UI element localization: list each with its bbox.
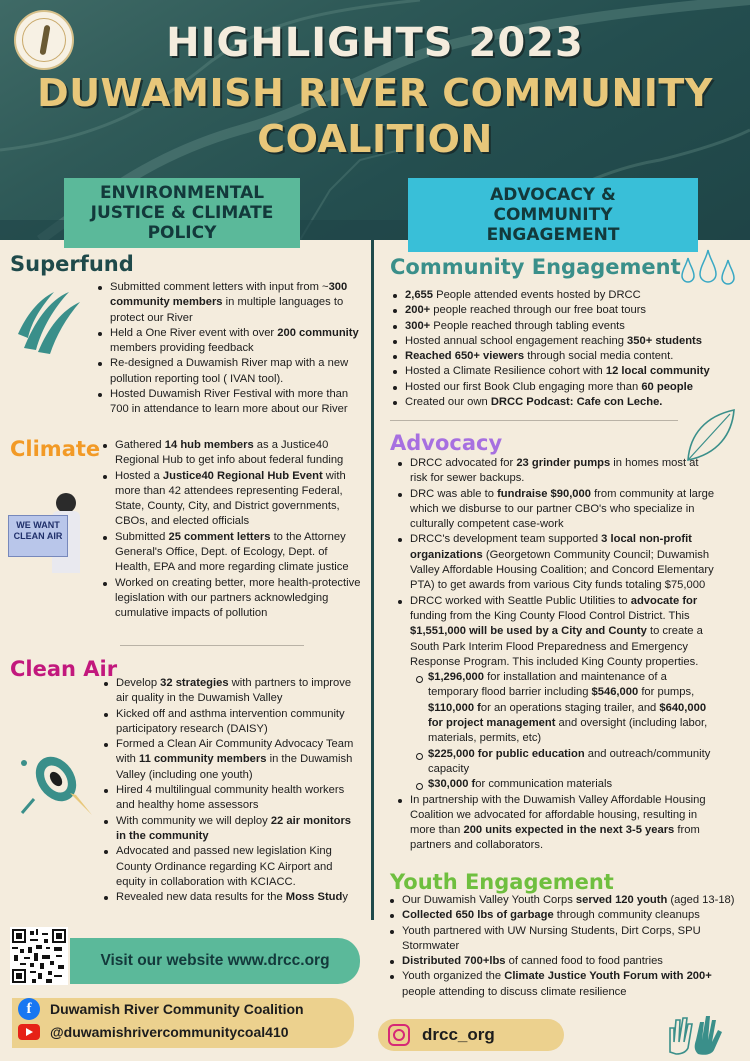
highlight-text: 2,655	[405, 289, 433, 301]
clean-air-list	[104, 676, 361, 905]
sub-list-item	[416, 670, 718, 746]
list-item	[104, 737, 361, 783]
highlight-text: $110,000 f	[428, 701, 481, 714]
highlight-text: 300 community members	[110, 281, 348, 309]
list-item	[104, 890, 361, 905]
list-item	[98, 326, 362, 357]
list-item	[103, 576, 361, 622]
list-item	[390, 924, 746, 955]
list-item	[104, 707, 361, 738]
bullet-text: Created our own	[405, 396, 491, 409]
bullet-text: in homes most at risk for sewer backups.	[410, 457, 699, 485]
instagram-link[interactable]	[378, 1019, 564, 1051]
bullet-text: funding from the King County Flood Control District. This	[410, 609, 690, 622]
bullet-text: or an operations staging trailer, and	[480, 701, 660, 714]
youth-engagement-list	[390, 893, 746, 1000]
bullet-text: Submitted	[115, 530, 169, 543]
bullet-text: to create a South Park Interim Flood Preparedness and Emergency Response Program. This included King County properties.	[410, 625, 703, 668]
bullet-text: as a Justice40 Regional Hub to get info about federal funding	[115, 439, 344, 467]
bullet-text: Advocated and passed new legislation King County Ordinance regarding KC Airport and equity in collaboration with KCIACC.	[116, 845, 333, 888]
bullet-text: Youth organized the	[402, 970, 505, 983]
bullet-text: Formed a Clean Air Community Advocacy Team with	[116, 738, 354, 766]
bullet-text: of canned food to food pantries	[505, 955, 663, 968]
climate-list	[103, 438, 361, 622]
highlight-text: $225,000 for public education	[428, 747, 585, 760]
highlight-text: 3 local non-profit organizations	[410, 533, 692, 561]
bullet-text: With community we will deploy	[116, 814, 271, 827]
highlight-text: 350+ students	[627, 334, 702, 347]
bullet-text: people reached through our free boat tours	[430, 304, 647, 317]
bullet-text: Hosted a Climate Resilience cohort with	[405, 365, 606, 378]
superfund-list	[98, 280, 362, 418]
highlight-text: 60 people	[641, 380, 693, 393]
column-heading-advocacy	[408, 178, 698, 252]
highlight-text: advocate for	[630, 594, 698, 607]
bullet-text: or communication materials	[475, 778, 613, 791]
bullet-text: Hosted Duwamish River Festival with more than 700 in attendance to learn more about our River	[110, 388, 349, 416]
list-item	[393, 380, 733, 395]
divider	[390, 420, 678, 421]
section-title-community-engagement: Community Engagement	[390, 255, 681, 279]
facebook-label: Duwamish River Community Coalition	[50, 1001, 304, 1017]
column-divider	[371, 240, 374, 920]
heading-line: ADVOCACY &	[490, 185, 616, 205]
highlight-text: 11 community members	[139, 753, 267, 766]
bullet-text: (Georgetown Community Council; Duwamish Valley Affordable Housing Coalition; and Concord Elementary PTA) to get awards from various City funds totaling $75,000	[410, 548, 714, 592]
list-item	[398, 594, 718, 793]
heading-line: COMMUNITY	[493, 205, 613, 225]
youtube-icon	[18, 1024, 40, 1040]
bullet-text: with more than 42 attendees representing Federal, State, County, City, and District governments, CBOs, and elected officials	[115, 469, 346, 528]
facebook-link[interactable]	[18, 998, 304, 1020]
list-item	[103, 469, 361, 530]
bullet-text: Worked on creating better, more health-protective legislation with our partners acknowledging cumulative impacts of pollution	[115, 576, 361, 620]
bullet-text: DRC was able to	[410, 487, 498, 500]
title-org-line1: DUWAMISH RIVER COMMUNITY	[37, 71, 713, 115]
heading-line: ENGAGEMENT	[486, 225, 620, 245]
highlight-text: 22 air monitors in the community	[116, 814, 352, 842]
bullet-text: Youth partnered with UW Nursing Students, Dirt Corps, SPU Stormwater	[402, 924, 701, 952]
highlight-text: 14 hub members	[164, 439, 254, 451]
heading-line: ENVIRONMENTAL	[99, 183, 265, 203]
highlight-text: $546,000	[591, 686, 639, 699]
highlight-text: Distributed 700+lbs	[402, 955, 506, 968]
list-item	[393, 303, 733, 318]
website-link-button[interactable]: Visit our website www.drcc.org	[70, 938, 360, 984]
highlight-text: $1,296,000	[428, 671, 484, 684]
highlight-text: Justice40 Regional Hub Event	[162, 469, 323, 482]
list-item	[398, 532, 718, 593]
bullet-text: in multiple languages to protect our River	[110, 296, 344, 324]
list-item	[98, 387, 362, 418]
heading-line: JUSTICE & CLIMATE	[90, 203, 274, 223]
column-heading-environmental	[64, 178, 300, 248]
title-year: HIGHLIGHTS 2023	[166, 20, 584, 66]
list-item	[104, 783, 361, 814]
highlight-text: 300+	[405, 319, 431, 332]
facebook-icon: f	[18, 998, 40, 1020]
bullet-text: for pumps,	[638, 686, 695, 699]
highlight-text: Reached 650+ viewers	[405, 350, 525, 363]
bullet-text: and oversight (including labor, materials, permits, etc)	[428, 717, 708, 745]
list-item	[98, 280, 362, 326]
bullet-text: members providing feedback	[110, 342, 254, 355]
bullet-text: Re-designed a Duwamish River map with a new pollution reporting tool ( IVAN tool).	[110, 357, 349, 385]
highlight-text: Moss Stud	[285, 891, 343, 904]
list-item	[393, 288, 733, 303]
highlight-text: Climate Justice Youth Forum with 200+	[504, 970, 712, 983]
water-drops-icon	[676, 248, 740, 288]
bullet-text: People reached through tabling events	[430, 319, 625, 332]
highlight-text: 23 grinder pumps	[516, 457, 611, 469]
bullet-text: Held a One River event with over	[110, 326, 278, 339]
section-title-climate: Climate	[10, 437, 101, 461]
highlight-text: Collected 650 lbs of garbage	[402, 909, 554, 922]
section-title-advocacy: Advocacy	[390, 431, 503, 455]
bullet-text: Hired 4 multilingual community health workers and healthy home assessors	[116, 784, 345, 812]
bullet-text: people attending to discuss climate resilience	[402, 985, 627, 998]
list-item	[398, 487, 718, 533]
list-item	[103, 530, 361, 576]
list-item	[390, 969, 746, 1000]
heading-line: POLICY	[147, 223, 217, 243]
bullet-text: from community at large which we disburse to our partner CBO's who specialize in culturally competent case-work	[410, 487, 715, 531]
list-item	[390, 954, 746, 969]
section-title-superfund: Superfund	[10, 252, 134, 276]
list-item	[393, 349, 733, 364]
section-title-clean-air: Clean Air	[10, 657, 118, 681]
bullet-text: and outreach/community capacity	[428, 747, 711, 775]
community-engagement-list	[393, 288, 733, 410]
list-item	[98, 356, 362, 387]
bullet-text: People attended events hosted by DRCC	[433, 289, 641, 301]
highlight-text: 12 local community	[605, 365, 710, 378]
highlight-text: served 120 youth	[575, 894, 668, 906]
list-item	[393, 319, 733, 334]
highlight-text: $640,000 for project management	[428, 701, 707, 730]
title-org-line2: COALITION	[257, 117, 493, 161]
bullet-text: through community cleanups	[553, 909, 700, 922]
instagram-icon	[388, 1024, 410, 1046]
section-title-youth-engagement: Youth Engagement	[390, 870, 614, 894]
bullet-text: DRCC advocated for	[410, 457, 517, 469]
list-item	[398, 456, 718, 487]
sub-list-item	[416, 777, 718, 792]
list-item	[104, 676, 361, 707]
highlight-text: DRCC Podcast: Cafe con Leche.	[490, 396, 663, 409]
bullet-text: from partners and collaborators.	[410, 824, 700, 852]
list-item	[393, 364, 733, 379]
bullet-text: (aged 13-18)	[667, 894, 735, 906]
list-item	[104, 844, 361, 890]
highlight-text: 32 strategies	[160, 677, 229, 689]
bullet-text: Gathered	[115, 439, 165, 451]
advocacy-list	[398, 456, 718, 854]
bullet-text: Hosted our first Book Club engaging more than	[405, 380, 642, 393]
bullet-text: DRCC's development team supported	[410, 533, 602, 546]
youtube-link[interactable]	[18, 1024, 289, 1040]
bullet-text: Develop	[116, 677, 161, 689]
bullet-text: Hosted annual school engagement reaching	[405, 334, 628, 347]
bullet-text: to the Attorney General's Office, Dept. of Ecology, Dept. of Health, EPA and more regarding climate justice	[115, 530, 349, 574]
youth-with-sign-photo	[8, 493, 92, 573]
bullet-text: Hosted a	[115, 469, 163, 482]
list-item	[393, 334, 733, 349]
hands-icon	[664, 1012, 724, 1056]
title-org	[0, 70, 750, 162]
highlight-text: $30,000 f	[428, 778, 476, 791]
sub-list	[416, 670, 718, 792]
highlight-text: $1,551,000 will be used by a City and County	[410, 625, 647, 638]
list-item	[390, 893, 746, 908]
youtube-label: @duwamishrivercommunitycoal410	[50, 1024, 289, 1040]
bullet-text: through social media content.	[524, 350, 674, 363]
qr-code[interactable]	[10, 927, 68, 985]
highlight-text: 200+	[405, 304, 431, 317]
bullet-text: In partnership with the Duwamish Valley Affordable Housing Coalition we advocated for affordable housing, resulting in more than	[410, 793, 706, 837]
bullet-text: Revealed new data results for the	[116, 891, 286, 904]
highlight-text: 25 comment letters	[168, 530, 271, 543]
list-item	[103, 438, 361, 469]
list-item	[104, 814, 361, 845]
highlight-text: 200 units expected in the next 3-5 years	[463, 824, 675, 837]
highlight-text: fundraise $90,000	[497, 487, 591, 500]
air-monitor-icon	[14, 745, 104, 817]
list-item	[398, 793, 718, 854]
bullet-text: with partners to improve air quality in the Duwamish Valley	[116, 677, 352, 705]
bullet-text: Kicked off and asthma intervention community participatory research (DAISY)	[116, 707, 345, 735]
bullet-text: Submitted comment letters with input from ~	[110, 281, 329, 293]
divider	[120, 645, 304, 646]
highlight-text: 200 community	[277, 326, 359, 339]
bullet-text: Our Duwamish Valley Youth Corps	[402, 894, 576, 906]
sub-list-item	[416, 747, 718, 778]
leaf-stripes-icon	[14, 288, 86, 358]
bullet-text: in the Duwamish Valley (including one youth)	[116, 753, 353, 781]
bullet-text: DRCC worked with Seattle Public Utilities to	[410, 594, 631, 607]
protest-sign: WE WANT CLEAN AIR	[8, 515, 68, 557]
bullet-text: for installation and maintenance of a temporary flood barrier including	[428, 671, 667, 699]
instagram-label: drcc_org	[422, 1025, 495, 1044]
bullet-text: y	[342, 891, 348, 904]
list-item	[390, 908, 746, 923]
